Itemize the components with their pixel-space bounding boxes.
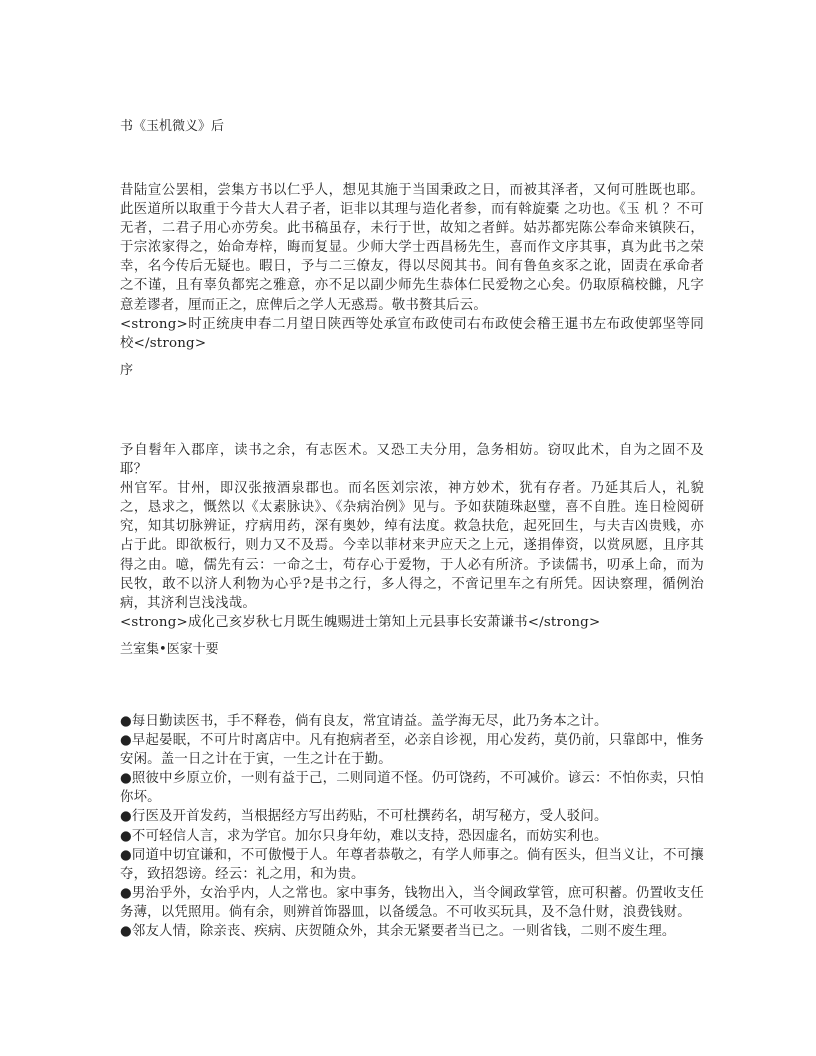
section-title-preface: 序: [120, 363, 134, 378]
list-item: ●行医及开首发药，当根据经方写出药贴，不可杜撰药名，胡写秘方，受人驳问。: [120, 809, 608, 825]
section-title-ten-essentials: 兰室集•医家十要: [120, 642, 219, 657]
list-item: ●邻友人情，除亲丧、疾病、庆贺随众外，其余无紧要者当已之。一则省钱，二则不废生理。: [120, 924, 676, 940]
postscript-body: [120, 181, 704, 353]
postscript-signature: <strong>时正统庚申春二月望日陕西等处承宣布政使司右布政使会稽王暹书左布政使郭坚等同校</strong>: [120, 316, 704, 351]
postscript-paragraph: 昔陆宣公罢相，尝集方书以仁乎人，想见其施于当国秉政之日，而被其泽者，又何可胜既也耶。此医道所以取重于今昔大人君子者，讵非以其理与造化者参，而有斡旋橐 之功也。《玉 机 ？不可无者，二君子用心亦劳矣。此书稿虽存，未行于世，故知之者鲜。姑苏都宪陈公奉命来镇陕石，于宗浓家得之，始命寿梓，晦而复显。少师大学士西昌杨先生，喜而作文序其事，真为此书之荣幸，名今传后无疑也。暇日，予与二三僚友，得以尽阅其书。间有鲁鱼亥豕之讹，固责在承命者之不谨，且有辜负都宪之雅意，亦不足以副少师先生恭体仁民爱物之心矣。仍取原稿校雠，凡字意差谬者，厘而正之，庶俾后之学人无惑焉。敬书赘其后云。: [120, 183, 704, 313]
preface-paragraph-1: 予自髫年入郡庠，读书之余，有志医术。又恐工夫分用，急务相妨。窃叹此术，自为之固不及耶？: [120, 443, 704, 478]
list-item: ●不可轻信人言，求为学官。加尔只身年幼，难以支持，恐因虚名，而妨实利也。: [120, 828, 608, 844]
ten-essentials-list: [120, 712, 704, 941]
preface-paragraph-2: 州官军。甘州，即汉张掖酒泉郡也。而名医刘宗浓，神方妙术，犹有存者。乃延其后人，礼貌之，恳求之，慨然以《太素脉诀》、《杂病治例》见与。予如获随珠赵璧，喜不自胜。连日检阅研究，知其切脉辨证，疗病用药，深有奥妙，绰有法度。救急扶危，起死回生，与夫吉凶贵贱，亦占于此。即欲板行，则力又不及焉。今幸以菲材来尹应天之上元，遂捐俸资，以赏夙愿，且序其得之由。噫，儒先有云：一命之士，苟存心于爱物，于人必有所济。予读儒书，叨承上命，而为民牧，敢不以济人利物为心乎?是书之行，多人得之，不啻记里车之有所凭。因诀察理，循例治病，其济利岂浅浅哉。: [120, 481, 704, 611]
preface-signature: <strong>成化己亥岁秋七月既生魄赐进士第知上元县事长安萧谦书</strong>: [120, 614, 601, 630]
list-item: ●同道中切宜谦和，不可傲慢于人。年尊者恭敬之，有学人师事之。倘有医头，但当义让，不可攘夺，致招怨谤。经云：礼之用，和为贵。: [120, 847, 704, 882]
list-item: ●男治乎外，女治乎内，人之常也。家中事务，钱物出入，当令阃政掌管，庶可积蓄。仍置收支任务薄，以凭照用。倘有余，则辨首饰器皿，以备缓急。不可收买玩具，及不急什财，浪费钱财。: [120, 885, 704, 920]
section-title-postscript: 书《玉机微义》后: [120, 119, 225, 134]
list-item: ●照彼中乡原立价，一则有益于己，二则同道不怪。仍可饶药，不可减价。谚云：不怕你卖，只怕你坏。: [120, 771, 704, 806]
list-item: ●每日勤读医书，手不释卷，倘有良友，常宜请益。盖学海无尽，此乃务本之计。: [120, 714, 608, 729]
list-item: ●早起晏眠，不可片时离店中。凡有抱病者至，必亲自诊视，用心发药，莫仍前，只靠郎中，惟务安闲。盖一日之计在于寅，一生之计在于勤。: [120, 733, 704, 768]
preface-body: [120, 441, 704, 632]
